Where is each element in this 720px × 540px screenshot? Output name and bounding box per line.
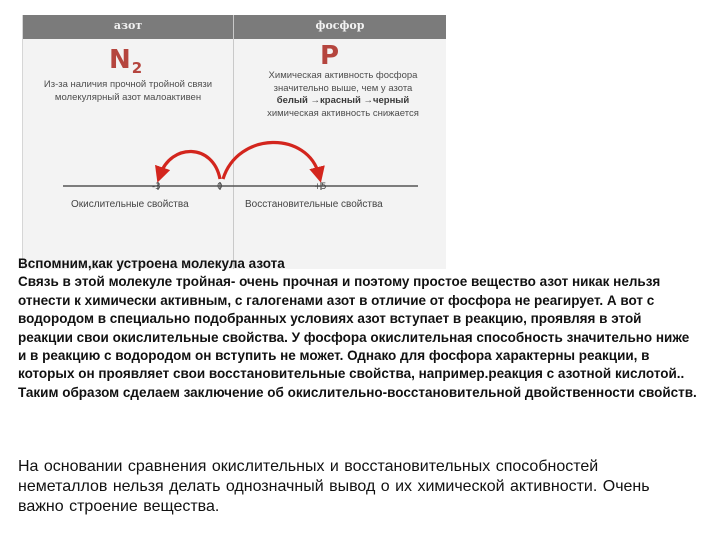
comparison-figure <box>22 15 446 269</box>
nitrogen-note: Из-за наличия прочной тройной связи молекулярный азот малоактивен <box>43 79 213 103</box>
figure-header <box>23 15 446 39</box>
reducing-caption: Восстановительные свойства <box>245 199 383 210</box>
nitrogen-symbol <box>109 45 143 77</box>
conclusion-text: На основании сравнения окислительных и восстановительных способностей неметаллов нельзя делать однозначный вывод о их химической активности. Очень важно строение вещества. <box>18 458 650 515</box>
phosphorus-note-line2 <box>249 95 437 108</box>
allotrope-sequence: белый →красный →черный <box>276 95 410 106</box>
arrow-to-plus5 <box>223 142 319 179</box>
phosphorus-symbol: P <box>320 41 341 71</box>
arrow-to-minus3 <box>160 151 220 179</box>
tick-label-minus3: -3 <box>152 182 161 192</box>
tick-label-zero: 0 <box>217 182 223 192</box>
nitrogen-symbol-subscript: 2 <box>131 59 144 77</box>
phosphorus-column-title: фосфор <box>315 19 365 32</box>
tick-label-plus5: +5 <box>314 182 327 192</box>
phosphorus-note-line1: Химическая активность фосфора значительно выше, чем у азота <box>268 70 418 94</box>
explanation-text <box>18 255 698 402</box>
nitrogen-symbol-letter: N <box>109 45 132 75</box>
phosphorus-note <box>249 70 437 120</box>
oxidizing-caption: Окислительные свойства <box>71 199 189 210</box>
nitrogen-column-title: азот <box>113 19 143 32</box>
section-heading: Вспомним,как устроена молекула азота <box>18 256 285 271</box>
phosphorus-note-line3: химическая активность снижается <box>267 107 419 119</box>
explanation-paragraph: Связь в этой молекуле тройная- очень прочная и поэтому простое вещество азот никак нельзя отнести к химически активным, с галогенами азот в отличие от фосфора не реагирует. А вот с водородом в специально подобранных условиях азот вступает в реакцию, проявляя в этой реакции свои окислительные свойства. У фосфора окислительная способность значительно ниже и в реакцию с водородом он вступить не может. Однако для фосфора характерны реакции, в которых он проявляет свои восстановительные свойства, например.реакция с азотной кислотой.. Таким образом сделаем заключение об окислительно-восстановительной двойственности свойств. <box>18 274 697 400</box>
